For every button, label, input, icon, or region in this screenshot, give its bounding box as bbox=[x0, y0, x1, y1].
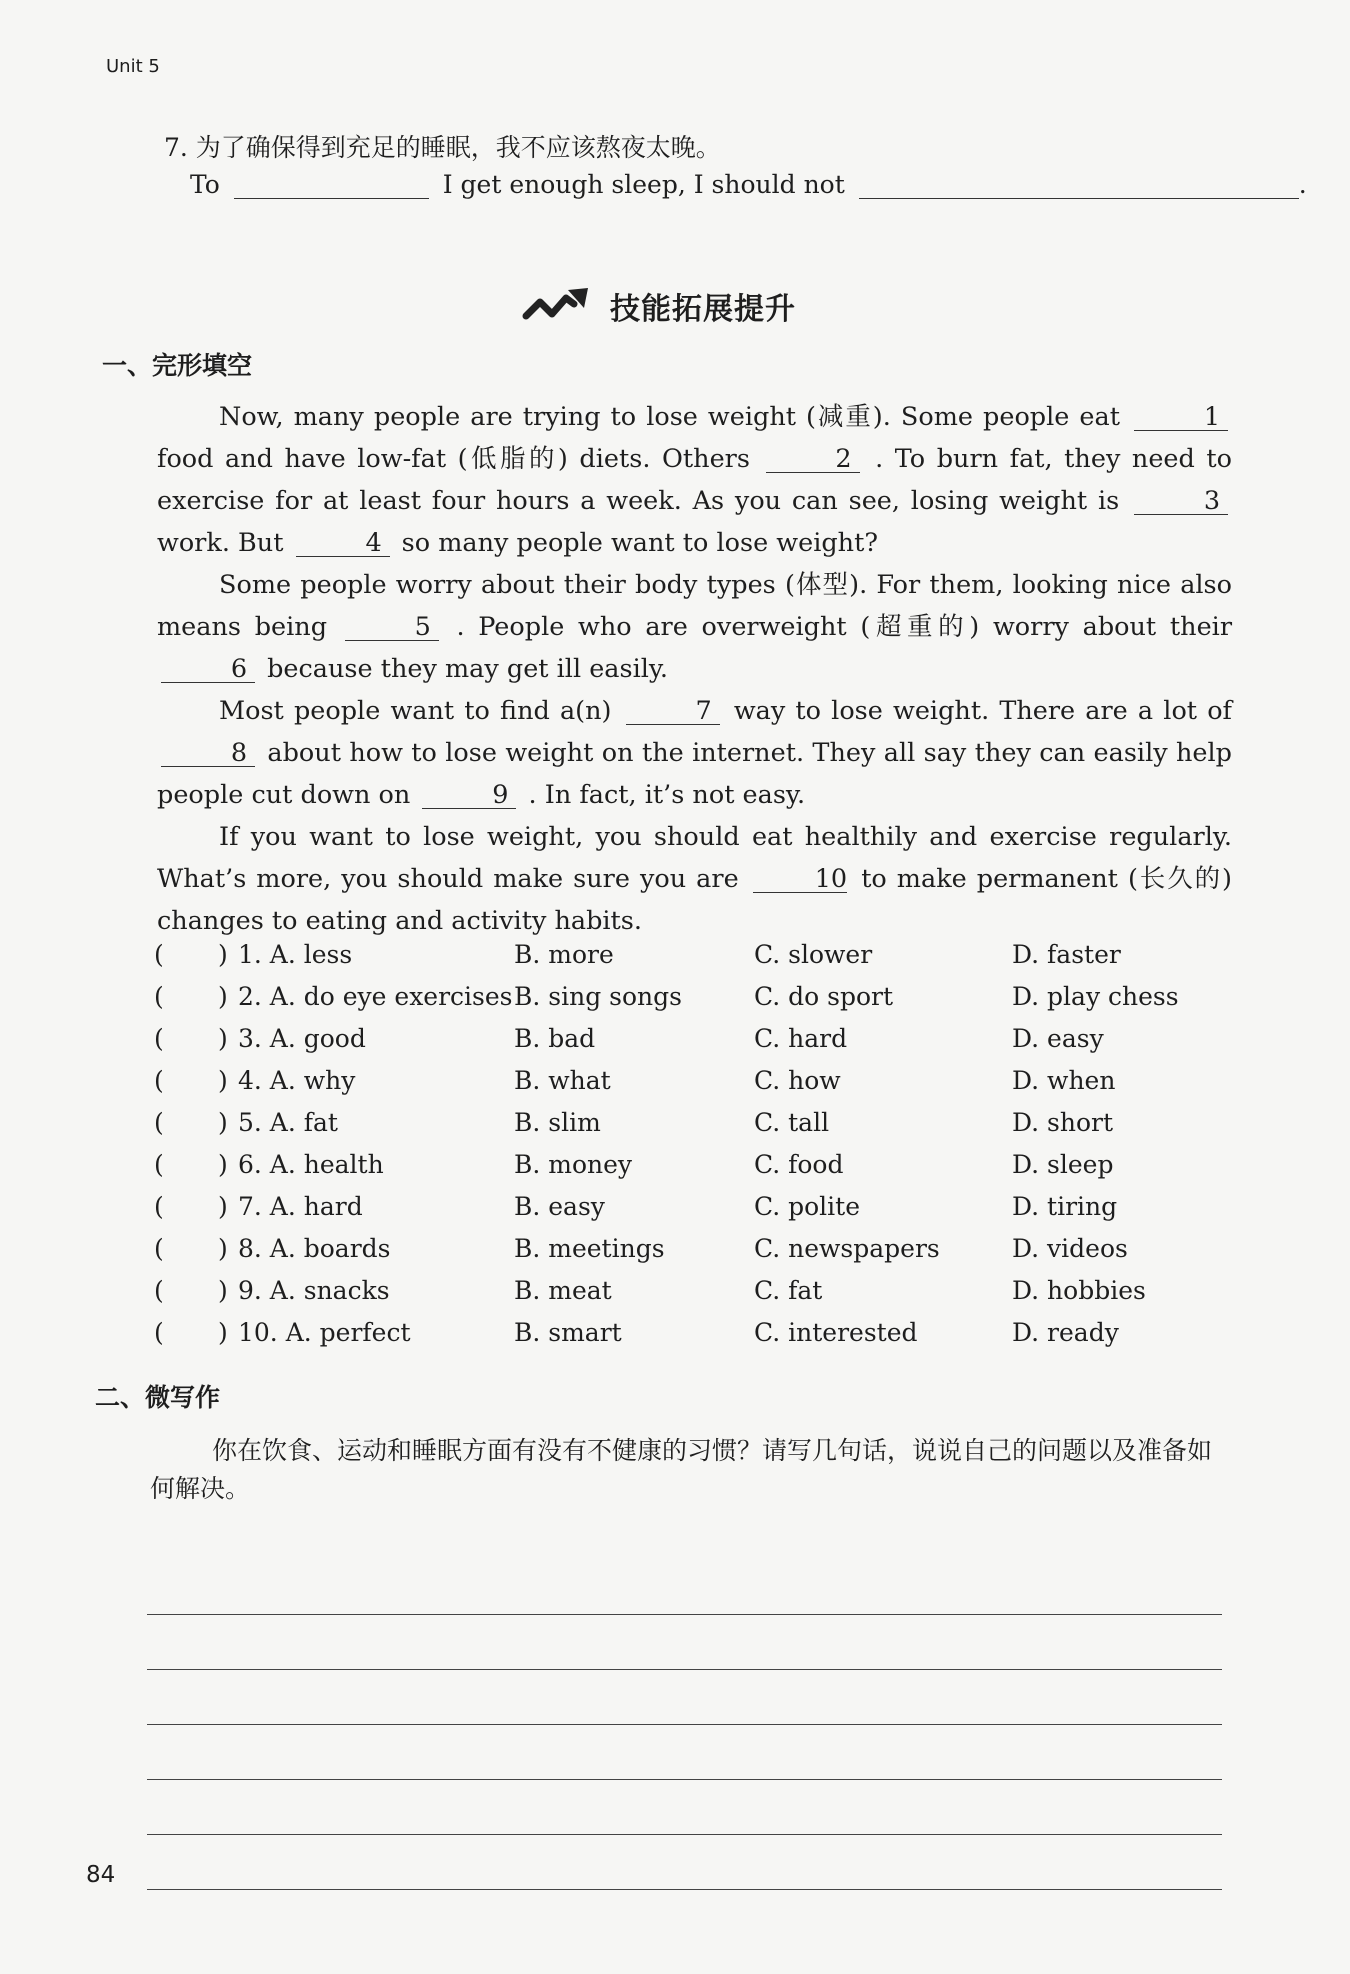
answer-paren-open: ( bbox=[154, 1066, 164, 1095]
answer-paren-close: ) bbox=[218, 1108, 228, 1137]
answer-paren-close: ) bbox=[218, 982, 228, 1011]
writing-line[interactable] bbox=[147, 1670, 1222, 1725]
option-b[interactable]: B. money bbox=[514, 1150, 633, 1179]
option-row bbox=[154, 1192, 1214, 1234]
writing-line[interactable] bbox=[147, 1835, 1222, 1890]
blank-1[interactable]: 1 bbox=[1134, 404, 1228, 431]
option-row bbox=[154, 1234, 1214, 1276]
writing-area[interactable] bbox=[147, 1560, 1222, 1890]
trend-arrow-icon bbox=[522, 286, 592, 326]
answer-paren-open: ( bbox=[154, 982, 164, 1011]
option-a[interactable]: 5. A. fat bbox=[238, 1108, 338, 1137]
options-list bbox=[154, 940, 1214, 1360]
answer-paren-open: ( bbox=[154, 1108, 164, 1137]
blank-4[interactable]: 4 bbox=[296, 530, 390, 557]
page-number: 84 bbox=[86, 1862, 116, 1888]
q7-blank-2[interactable] bbox=[859, 172, 1299, 199]
option-a[interactable]: 1. A. less bbox=[238, 940, 353, 969]
answer-paren-open: ( bbox=[154, 940, 164, 969]
cloze-passage bbox=[157, 396, 1232, 942]
option-a[interactable]: 9. A. snacks bbox=[238, 1276, 390, 1305]
passage-text: work. But bbox=[157, 528, 284, 558]
option-c[interactable]: C. fat bbox=[754, 1276, 823, 1305]
option-row bbox=[154, 1150, 1214, 1192]
passage-text: If you want to lose weight, you should eat healthily and exercise regularly. What’s more, you should make sure you are bbox=[157, 822, 1232, 894]
passage-text: because they may get ill easily. bbox=[267, 654, 669, 684]
blank-7[interactable]: 7 bbox=[626, 698, 720, 725]
option-row bbox=[154, 1108, 1214, 1150]
option-b[interactable]: B. easy bbox=[514, 1192, 605, 1221]
question-7-english bbox=[190, 170, 1307, 199]
writing-line[interactable] bbox=[147, 1560, 1222, 1615]
option-a[interactable]: 4. A. why bbox=[238, 1066, 356, 1095]
option-a[interactable]: 2. A. do eye exercises bbox=[238, 982, 513, 1011]
option-a[interactable]: 6. A. health bbox=[238, 1150, 384, 1179]
option-row bbox=[154, 1276, 1214, 1318]
passage-text: so many people want to lose weight? bbox=[401, 528, 879, 558]
question-7-chinese: 7. 为了确保得到充足的睡眠，我不应该熬夜太晚。 bbox=[164, 133, 721, 162]
passage-paragraph bbox=[157, 396, 1232, 564]
option-c[interactable]: C. tall bbox=[754, 1108, 830, 1137]
option-c[interactable]: C. interested bbox=[754, 1318, 918, 1347]
option-d[interactable]: D. ready bbox=[1012, 1318, 1119, 1347]
option-row bbox=[154, 1318, 1214, 1360]
passage-text: to make permanent (长久的) changes to eating and activity habits. bbox=[157, 864, 1233, 936]
answer-paren-close: ) bbox=[218, 1024, 228, 1053]
blank-8[interactable]: 8 bbox=[161, 740, 255, 767]
option-row bbox=[154, 940, 1214, 982]
option-b[interactable]: B. slim bbox=[514, 1108, 601, 1137]
option-a[interactable]: 7. A. hard bbox=[238, 1192, 363, 1221]
answer-paren-open: ( bbox=[154, 1150, 164, 1179]
option-c[interactable]: C. hard bbox=[754, 1024, 848, 1053]
option-c[interactable]: C. food bbox=[754, 1150, 844, 1179]
passage-text: . People who are overweight (超重的) worry about their bbox=[456, 612, 1233, 642]
option-d[interactable]: D. hobbies bbox=[1012, 1276, 1146, 1305]
passage-paragraph bbox=[157, 690, 1232, 816]
option-d[interactable]: D. tiring bbox=[1012, 1192, 1118, 1221]
skills-banner bbox=[522, 284, 796, 328]
writing-line[interactable] bbox=[147, 1615, 1222, 1670]
writing-prompt bbox=[150, 1432, 1220, 1508]
q7-period: . bbox=[1298, 170, 1307, 199]
passage-paragraph bbox=[157, 564, 1232, 690]
answer-paren-close: ) bbox=[218, 1066, 228, 1095]
unit-label: Unit 5 bbox=[106, 56, 160, 77]
blank-2[interactable]: 2 bbox=[766, 446, 860, 473]
answer-paren-open: ( bbox=[154, 1276, 164, 1305]
passage-text: way to lose weight. There are a lot of bbox=[733, 696, 1232, 726]
option-c[interactable]: C. polite bbox=[754, 1192, 861, 1221]
blank-6[interactable]: 6 bbox=[161, 656, 255, 683]
passage-text: Now, many people are trying to lose weight (减重). Some people eat bbox=[219, 402, 1120, 432]
option-a[interactable]: 3. A. good bbox=[238, 1024, 366, 1053]
option-c[interactable]: C. newspapers bbox=[754, 1234, 940, 1263]
q7-middle: I get enough sleep, I should not bbox=[442, 170, 845, 199]
option-b[interactable]: B. smart bbox=[514, 1318, 622, 1347]
section-2-title: 二、微写作 bbox=[95, 1383, 221, 1412]
passage-text: Most people want to find a(n) bbox=[219, 696, 612, 726]
section-1-title: 一、完形填空 bbox=[102, 351, 253, 380]
option-d[interactable]: D. short bbox=[1012, 1108, 1114, 1137]
option-row bbox=[154, 1024, 1214, 1066]
answer-paren-close: ) bbox=[218, 1276, 228, 1305]
passage-text: about how to lose weight on the internet. They all say they can easily help people cut down on bbox=[157, 738, 1233, 810]
blank-10[interactable]: 10 bbox=[753, 866, 847, 893]
passage-text: . In fact, it’s not easy. bbox=[528, 780, 806, 810]
option-d[interactable]: D. easy bbox=[1012, 1024, 1104, 1053]
answer-paren-close: ) bbox=[218, 1192, 228, 1221]
writing-line[interactable] bbox=[147, 1780, 1222, 1835]
blank-5[interactable]: 5 bbox=[345, 614, 439, 641]
q7-to: To bbox=[190, 170, 220, 199]
answer-paren-open: ( bbox=[154, 1234, 164, 1263]
option-b[interactable]: B. meat bbox=[514, 1276, 612, 1305]
passage-text: food and have low-fat (低脂的) diets. Others bbox=[157, 444, 750, 474]
passage-text: Some people worry about their body types (体型). For them, looking nice also means being bbox=[157, 570, 1232, 642]
answer-paren-open: ( bbox=[154, 1024, 164, 1053]
writing-prompt-text: 你在饮食、运动和睡眠方面有没有不健康的习惯？请写几句话，说说自己的问题以及准备如何解决。 bbox=[150, 1436, 1213, 1503]
option-b[interactable]: B. sing songs bbox=[514, 982, 682, 1011]
option-d[interactable]: D. sleep bbox=[1012, 1150, 1114, 1179]
option-c[interactable]: C. how bbox=[754, 1066, 841, 1095]
banner-title: 技能拓展提升 bbox=[610, 292, 796, 327]
option-c[interactable]: C. do sport bbox=[754, 982, 894, 1011]
answer-paren-close: ) bbox=[218, 1318, 228, 1347]
option-d[interactable]: D. videos bbox=[1012, 1234, 1128, 1263]
answer-paren-close: ) bbox=[218, 1150, 228, 1179]
answer-paren-close: ) bbox=[218, 1234, 228, 1263]
option-a[interactable]: 8. A. boards bbox=[238, 1234, 391, 1263]
writing-line[interactable] bbox=[147, 1725, 1222, 1780]
option-c[interactable]: C. slower bbox=[754, 940, 873, 969]
option-b[interactable]: B. meetings bbox=[514, 1234, 665, 1263]
option-b[interactable]: B. what bbox=[514, 1066, 611, 1095]
answer-paren-close: ) bbox=[218, 940, 228, 969]
option-d[interactable]: D. when bbox=[1012, 1066, 1116, 1095]
option-b[interactable]: B. more bbox=[514, 940, 614, 969]
blank-3[interactable]: 3 bbox=[1134, 488, 1228, 515]
q7-blank-1[interactable] bbox=[234, 172, 429, 199]
option-b[interactable]: B. bad bbox=[514, 1024, 596, 1053]
passage-paragraph bbox=[157, 816, 1232, 942]
answer-paren-open: ( bbox=[154, 1192, 164, 1221]
option-row bbox=[154, 982, 1214, 1024]
answer-paren-open: ( bbox=[154, 1318, 164, 1347]
passage-text: . To burn fat, they need to exercise for at least four hours a week. As you can see, losing weight is bbox=[157, 444, 1233, 516]
option-d[interactable]: D. play chess bbox=[1012, 982, 1179, 1011]
option-row bbox=[154, 1066, 1214, 1108]
option-d[interactable]: D. faster bbox=[1012, 940, 1121, 969]
option-a[interactable]: 10. A. perfect bbox=[238, 1318, 411, 1347]
blank-9[interactable]: 9 bbox=[422, 782, 516, 809]
